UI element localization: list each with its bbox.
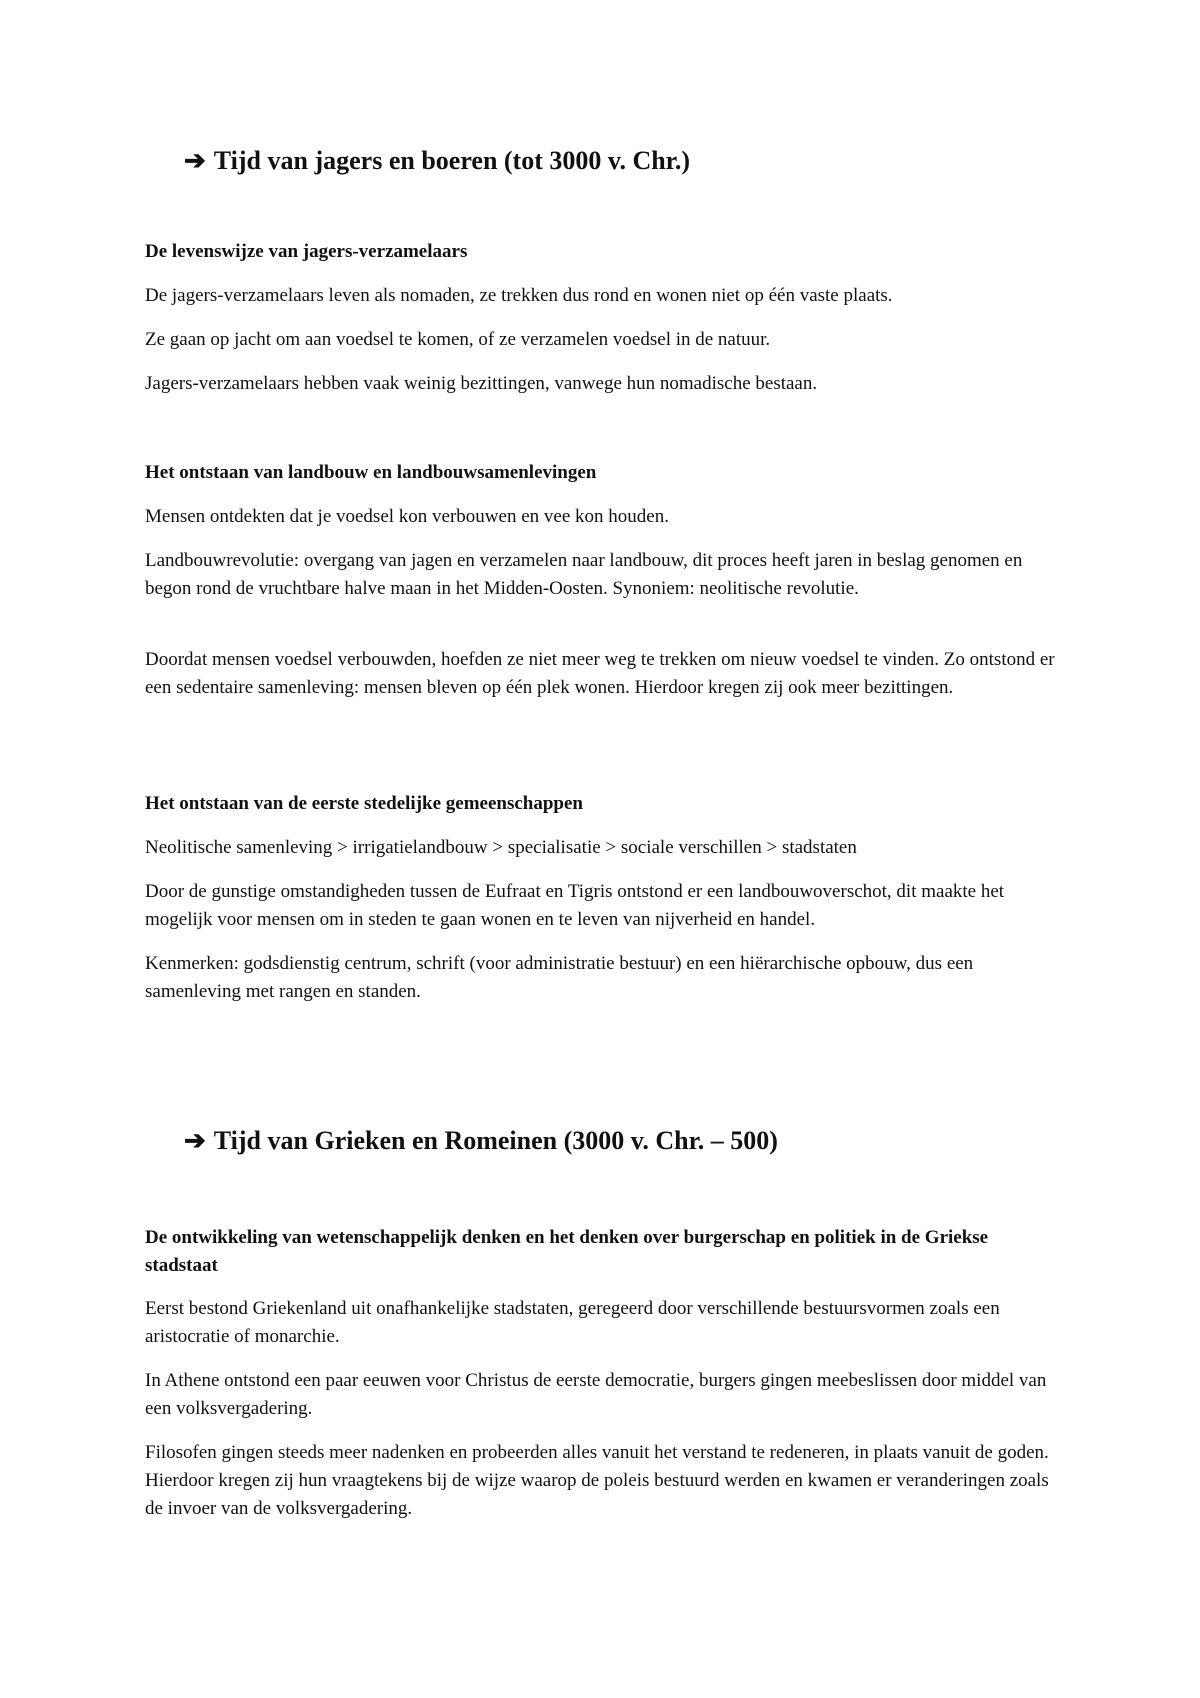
section-heading-grieken-romeinen [184, 1126, 778, 1156]
paragraph: Neolitische samenleving > irrigatielandbouw > specialisatie > sociale verschillen > stadstaten [145, 837, 857, 858]
paragraph: Doordat mensen voedsel verbouwden, hoefden ze niet meer weg te trekken om nieuw voedsel te vinden. Zo ontstond er een sedentaire samenleving: mensen bleven op één plek wonen. Hierdoor kregen zij ook meer bezittingen. [145, 649, 1055, 698]
paragraph: In Athene ontstond een paar eeuwen voor Christus de eerste democratie, burgers gingen meebeslissen door middel van een volksvergadering. [145, 1370, 1047, 1419]
paragraph: Jagers-verzamelaars hebben vaak weinig bezittingen, vanwege hun nomadische bestaan. [145, 373, 818, 394]
paragraph: Ze gaan op jacht om aan voedsel te komen, of ze verzamelen voedsel in de natuur. [145, 329, 771, 350]
section-title: Tijd van Grieken en Romeinen (3000 v. Chr. – 500) [213, 1126, 778, 1155]
paragraph: Kenmerken: godsdienstig centrum, schrift (voor administratie bestuur) en een hiërarchische opbouw, dus een samenleving met rangen en standen. [145, 953, 974, 1002]
subheading-levenswijze: De levenswijze van jagers-verzamelaars [145, 241, 468, 262]
paragraph: Door de gunstige omstandigheden tussen de Eufraat en Tigris ontstond er een landbouwoverschot, dit maakte het mogelijk voor mensen om in steden te gaan wonen en te leven van nijverheid en handel. [145, 881, 1005, 930]
paragraph: De jagers-verzamelaars leven als nomaden, ze trekken dus rond en wonen niet op één vaste plaats. [145, 285, 893, 306]
arrow-right-icon: ➔ [184, 1126, 206, 1155]
paragraph: Filosofen gingen steeds meer nadenken en probeerden alles vanuit het verstand te redeneren, in plaats vanuit de goden. Hierdoor kregen zij hun vraagtekens bij de wijze waarop de poleis bestuurd werden en kwamen er veranderingen zoals de invoer van de volksvergadering. [145, 1442, 1049, 1519]
section-title: Tijd van jagers en boeren (tot 3000 v. Chr.) [213, 146, 690, 175]
subheading-wetenschappelijk-denken: De ontwikkeling van wetenschappelijk denken en het denken over burgerschap en politiek in de Griekse stadstaat [145, 1227, 989, 1276]
subheading-stedelijke-gemeenschappen: Het ontstaan van de eerste stedelijke gemeenschappen [145, 793, 584, 814]
paragraph: Eerst bestond Griekenland uit onafhankelijke stadstaten, geregeerd door verschillende bestuursvormen zoals een aristocratie of monarchie. [145, 1298, 1000, 1347]
paragraph: Landbouwrevolutie: overgang van jagen en verzamelen naar landbouw, dit proces heeft jaren in beslag genomen en begon rond de vruchtbare halve maan in het Midden-Oosten. Synoniem: neolitische revolutie. [145, 550, 1023, 599]
section-heading-jagers-boeren [184, 146, 690, 176]
arrow-right-icon: ➔ [184, 146, 206, 175]
subheading-landbouw: Het ontstaan van landbouw en landbouwsamenlevingen [145, 462, 597, 483]
paragraph: Mensen ontdekten dat je voedsel kon verbouwen en vee kon houden. [145, 506, 669, 527]
